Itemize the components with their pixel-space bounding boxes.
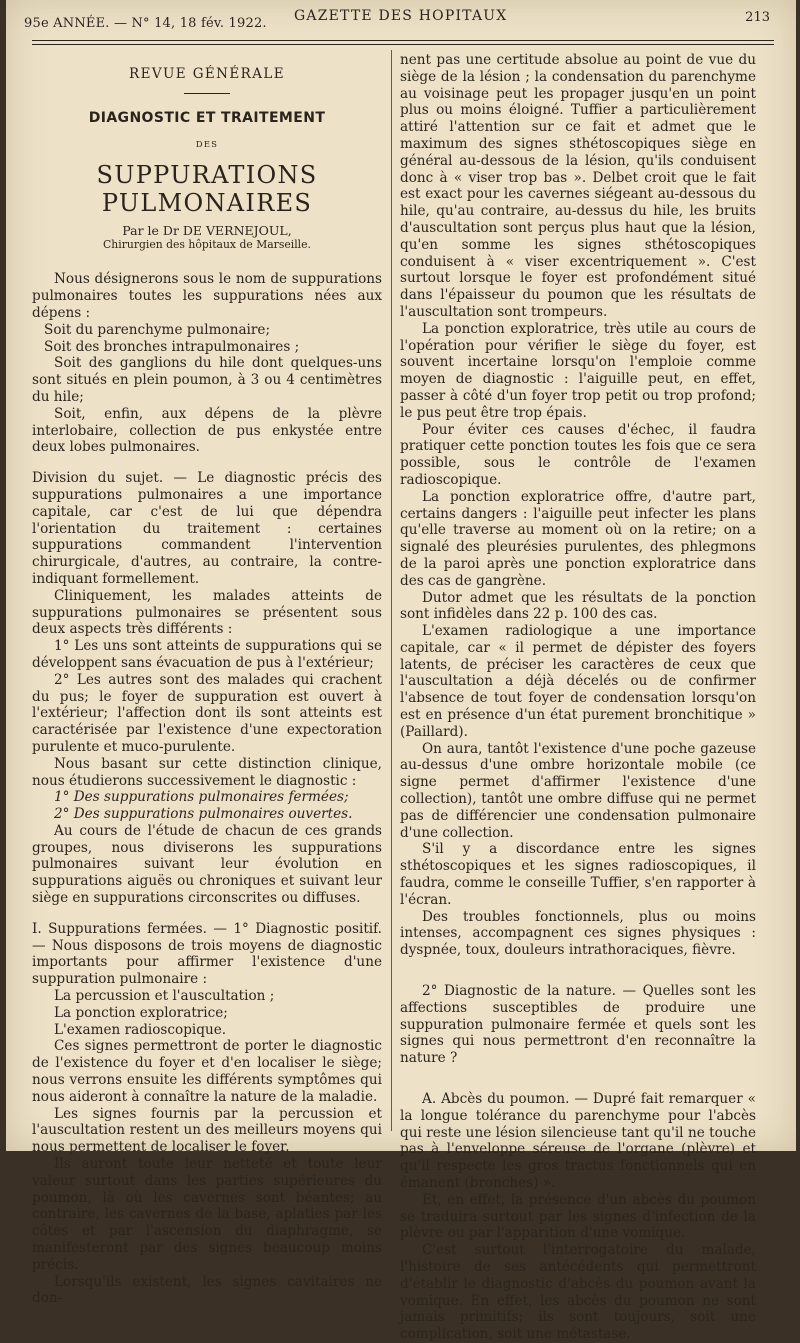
paragraph: Lorsqu'ils existent, les signes cavitaires ne don-	[32, 1273, 382, 1307]
issue-info: 95e ANNÉE. — N° 14, 18 fév. 1922.	[24, 16, 267, 31]
author-affiliation: Chirurgien des hôpitaux de Marseille.	[103, 238, 311, 252]
running-header	[24, 8, 770, 34]
list-item: L'examen radioscopique.	[54, 1021, 227, 1038]
article-title-des: DES	[195, 139, 219, 150]
paragraph: C'est surtout l'interrogatoire du malade, l'histoire de ses antécédents qui permettront d'établir le diagnostic d'abcès du poumon avant la vomique. En effet, les abcès du poumon ne sont jamais primitifs; ils sont toujours, soit une complication, soit une métastase.	[400, 1242, 756, 1343]
list-item: 1° Les uns sont atteints de suppurations qui se développent sans évacuation de pus à l'extérieur;	[32, 638, 382, 671]
paragraph-suppurations-fermees: I. Suppurations fermées. — 1° Diagnostic positif. — Nous disposons de trois moyens de diagnostic importants pour affirmer l'existence d'une suppuration pulmonaire :	[32, 920, 382, 988]
paragraph: Nous basant sur cette distinction clinique, nous étudierons successivement le diagnostic :	[32, 755, 382, 789]
paragraph: Les signes fournis par la percussion et l'auscultation restent un des meilleurs moyens qui nous permettent de localiser le foyer.	[32, 1105, 382, 1156]
paragraph: Cliniquement, les malades atteints de suppurations pulmonaires se présentent sous deux aspects très différents :	[32, 587, 382, 638]
list-item: 1° Des suppurations pulmonaires fermées;	[54, 789, 349, 806]
paragraph: L'examen radiologique a une importance capitale, car « il permet de dépister des foyers latents, de préciser les caractères de ceux que l'auscultation a déjà décelés ou de confirmer l'absence de tout foyer de condensation lorsqu'on est en présence d'un état purement bronchitique » (Paillard).	[400, 623, 756, 740]
list-item: 2° Des suppurations pulmonaires ouvertes.	[54, 806, 353, 823]
header-rule	[32, 40, 774, 41]
paragraph: Ils auront toute leur netteté et toute leur valeur surtout dans les parties supérieures du poumon, là où les cavernes sont béantes; au contraire, les cavernes de la base, aplaties par les côtes et par l'ascension du diaphragme, se manifesteront par des signes beaucoup moins précis.	[32, 1156, 382, 1273]
list-item: Soit des ganglions du hile dont quelques-uns sont situés en plein poumon, à 3 ou 4 centimètres du hile;	[32, 355, 382, 405]
page-number: 213	[745, 10, 770, 25]
list-item: La percussion et l'auscultation ;	[54, 988, 275, 1005]
section-heading: REVUE GÉNÉRALE	[129, 66, 285, 82]
author-line: Par le Dr DE VERNEJOUL,	[122, 223, 292, 239]
paragraph: La ponction exploratrice, très utile au cours de l'opération pour vérifier le siège du foyer, est souvent incertaine lorsqu'on l'emploie comme moyen de diagnostic : l'aiguille peut, en effet, passer à côté d'un foyer trop petit ou trop profond; le pus peut être trop épais.	[400, 320, 756, 421]
paragraph: Pour éviter ces causes d'échec, il faudra pratiquer cette ponction toutes les fois que ce sera possible, sous le contrôle de l'examen radioscopique.	[400, 421, 756, 488]
paragraph: Au cours de l'étude de chacun de ces grands groupes, nous diviserons les suppurations pulmonaires suivant leur évolution en suppurations aiguës ou chroniques et suivant leur siège en suppurations circonscrites ou diffuses.	[32, 822, 382, 907]
list-item: 2° Les autres sont des malades qui crachent du pus; le foyer de suppuration est ouvert à l'extérieur; l'affection dont ils sont atteints est caractérisée par l'existence d'une expectoration purulente et muco-purulente.	[32, 671, 382, 755]
header-rule-thin	[32, 44, 774, 45]
paragraph: La ponction exploratrice offre, d'autre part, certains dangers : l'aiguille peut infecter les plans qu'elle traverse au moment où on la retire; on a signalé des pleurésies purulentes, des phlegmons de la paroi après une ponction exploratrice dans des cas de gangrène.	[400, 488, 756, 589]
paragraph-division-du-sujet: Division du sujet. — Le diagnostic précis des suppurations pulmonaires a une importance capitale, car c'est de lui que dépendra l'orientation du traitement : certaines suppurations commandent l'intervention chirurgicale, d'autres, au contraire, la contre-indiquant formellement.	[32, 470, 382, 587]
article-title-line2: SUPPURATIONS PULMONAIRES	[96, 161, 318, 218]
paragraph-abces-du-poumon: A. Abcès du poumon. — Dupré fait remarquer « la longue tolérance du parenchyme pour l'abcès qui reste une lésion silencieuse tant qu'il ne touche pas à l'enveloppe séreuse de l'organe (plèvre) et qu'il respecte les gros tractus fonctionnels qui en émanent (bronches) ».	[400, 1091, 756, 1191]
list-item: La ponction exploratrice;	[54, 1004, 228, 1021]
list-item: Soit des bronches intrapulmonaires ;	[44, 338, 300, 355]
journal-page	[6, 0, 796, 1343]
article-title-line1: DIAGNOSTIC ET TRAITEMENT	[88, 109, 326, 126]
list-item: Soit, enfin, aux dépens de la plèvre interlobaire, collection de pus enkystée entre deux lobes pulmonaires.	[32, 405, 382, 456]
paragraph: Dutor admet que les résultats de la ponction sont infidèles dans 22 p. 100 des cas.	[400, 589, 756, 623]
section-rule	[184, 93, 230, 94]
paragraph: On aura, tantôt l'existence d'une poche gazeuse au-dessus d'une ombre horizontale mobile (ce signe permet d'affirmer l'existence d'une collection), tantôt une ombre diffuse qui ne permet pas de différencier une condensation pulmonaire d'une collection.	[400, 740, 756, 841]
paragraph: Nous désignerons sous le nom de suppurations pulmonaires toutes les suppurations nées aux dépens :	[32, 271, 382, 321]
paragraph: Des troubles fonctionnels, plus ou moins intenses, accompagnent ces signes physiques : dyspnée, toux, douleurs intrathoraciques, fièvre.	[400, 908, 756, 959]
list-item: Soit du parenchyme pulmonaire;	[44, 321, 271, 338]
left-column	[32, 52, 382, 1307]
paragraph: Ces signes permettront de porter le diagnostic de l'existence du foyer et d'en localiser le siège; nous verrons ensuite les différents symptômes qui nous aideront à connaître la nature de la maladie.	[32, 1038, 382, 1105]
column-divider	[391, 50, 392, 1131]
right-column	[400, 52, 756, 1343]
paragraph-diagnostic-nature: 2° Diagnostic de la nature. — Quelles sont les affections susceptibles de produire une suppuration pulmonaire fermée et quels sont les signes qui nous permettront d'en reconnaître la nature ?	[400, 983, 756, 1067]
paragraph: Et, en effet, la présence d'un abcès du poumon se traduira surtout par les signes d'infection de la plèvre ou par l'apparition d'une vomique.	[400, 1191, 756, 1242]
journal-title: GAZETTE DES HOPITAUX	[294, 8, 508, 24]
paragraph: nent pas une certitude absolue au point de vue du siège de la lésion ; la condensation du parenchyme au voisinage peut les propager jusqu'en un point plus ou moins éloigné. Tuffier a particulièrement attiré l'attention sur ce fait et admet que le maximum des signes sthétoscopiques siège en général au-dessous de la lésion, qu'ils conduisent donc à « viser trop bas ». Delbet croit que le fait est exact pour les cavernes siégeant au-dessous du hile, qu'au contraire, au-dessus du hile, les bruits d'auscultation sont perçus plus haut que la lésion, qu'en somme les signes sthétoscopiques conduisent à « viser excentriquement ». C'est surtout lorsque le foyer est profondément situé dans l'épaisseur du poumon que les résultats de l'auscultation sont trompeurs.	[400, 52, 756, 320]
paragraph: S'il y a discordance entre les signes sthétoscopiques et les signes radioscopiques, il faudra, comme le conseille Tuffier, s'en rapporter à l'écran.	[400, 841, 756, 908]
